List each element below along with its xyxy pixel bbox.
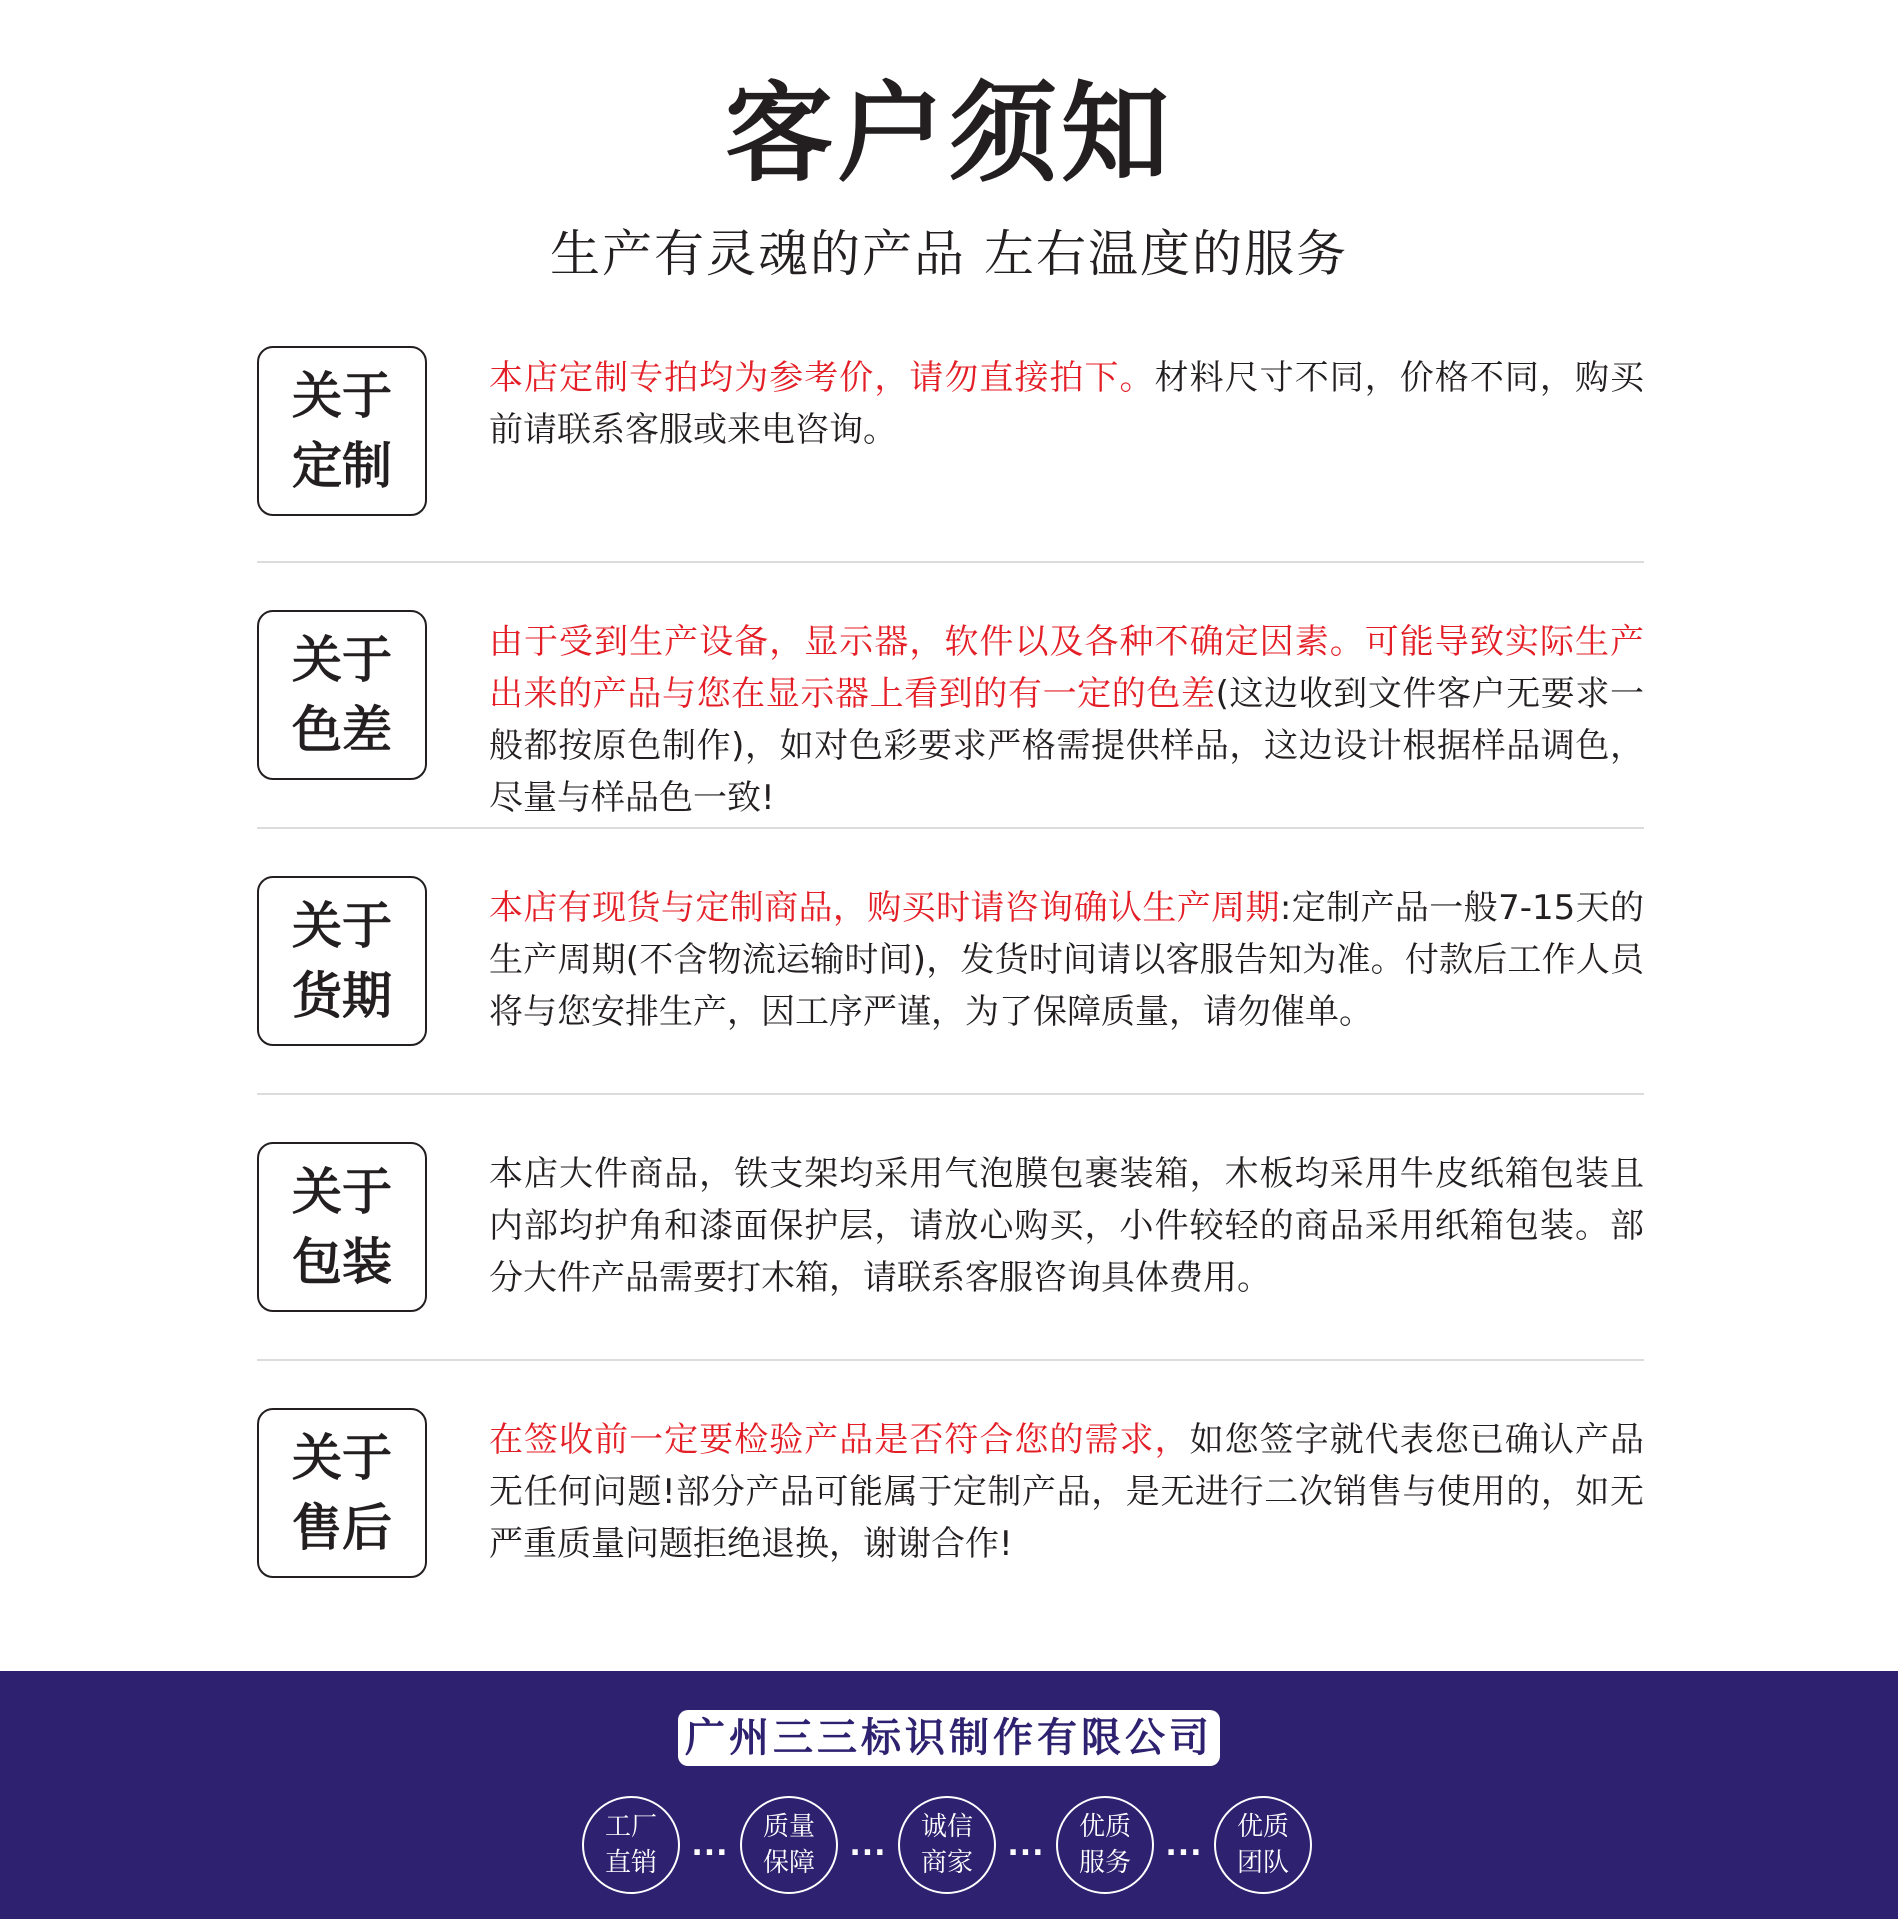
badge-service [1056,1796,1154,1894]
badge-line-2: 商家 [920,1848,973,1878]
notice-highlight: 由于受到生产设备，显示器，软件以及各种不确定因素。可能导致实际生产出来的产品与您在显示器上看到的有一定的色差 [489,622,1644,714]
badge-line-1: 优质 [1236,1812,1289,1842]
notice-body: 如您签字就代表您已确认产品无任何问题!部分产品可能属于定制产品，是无进行二次销售与使用的，如无严重质量问题拒绝退换，谢谢合作! [489,1420,1644,1564]
badge-line-2: 服务 [1078,1848,1131,1878]
badge-line-1: 优质 [1078,1812,1131,1842]
badge-line-2: 保障 [762,1848,815,1878]
tag-line-1: 关于 [292,897,392,955]
badge-quality [740,1796,838,1894]
notice-packaging [257,1094,1644,1360]
notice-body: 材料尺寸不同，价格不同，购买前请联系客服或来电咨询。 [489,358,1644,450]
badge-line-1: 工厂 [604,1812,657,1842]
notice-text [489,882,1644,1038]
badge-line-1: 质量 [762,1812,815,1842]
notice-text [489,352,1644,456]
notice-text [489,1148,1644,1304]
badge-factory-direct [582,1796,680,1894]
tag-line-2: 色差 [292,701,392,759]
notice-tag [257,346,427,516]
badge-line-2: 直销 [604,1848,657,1878]
notice-tag [257,610,427,780]
badge-team [1214,1796,1312,1894]
tag-line-2: 定制 [292,437,392,495]
badge-integrity [898,1796,996,1894]
notice-tag [257,876,427,1046]
tag-line-2: 售后 [292,1499,392,1557]
tag-line-1: 关于 [292,367,392,425]
notice-tag [257,1142,427,1312]
notice-body: 本店大件商品，铁支架均采用气泡膜包裹装箱，木板均采用牛皮纸箱包装且内部均护角和漆面保护层，请放心购买，小件较轻的商品采用纸箱包装。部分大件产品需要打木箱，请联系客服咨询具体费用。 [489,1154,1644,1298]
tag-line-1: 关于 [292,1429,392,1487]
notice-text [489,1414,1644,1570]
notice-customization [257,346,1644,562]
notice-tag [257,1408,427,1578]
notice-body: :定制产品一般7-15天的生产周期(不含物流运输时间)，发货时间请以客服告知为准。付款后工作人员将与您安排生产，因工序严谨，为了保障质量，请勿催单。 [489,888,1645,1032]
page-subtitle: 生产有灵魂的产品 左右温度的服务 [550,225,1348,283]
notice-highlight: 本店定制专拍均为参考价，请勿直接拍下。 [489,358,1155,398]
badge-separator: ... [1007,1827,1045,1863]
notice-highlight: 本店有现货与定制商品，购买时请咨询确认生产周期 [489,888,1280,928]
notice-text [489,616,1644,824]
service-badges [582,1796,1312,1894]
notice-list [257,346,1644,1626]
tag-line-1: 关于 [292,631,392,689]
notice-after-sales [257,1360,1644,1626]
footer-banner [0,1671,1898,1919]
notice-delivery [257,828,1644,1094]
badge-line-2: 团队 [1236,1848,1289,1878]
tag-line-2: 货期 [292,967,392,1025]
tag-line-2: 包装 [292,1233,392,1291]
badge-separator: ... [691,1827,729,1863]
notice-color-difference [257,562,1644,828]
badge-separator: ... [1165,1827,1203,1863]
badge-line-1: 诚信 [920,1812,973,1842]
notice-body: (这边收到文件客户无要求一般都按原色制作)，如对色彩要求严格需提供样品，这边设计根据样品调色，尽量与样品色一致! [489,674,1645,818]
page-title: 客户须知 [724,72,1173,197]
company-name: 广州三三标识制作有限公司 [678,1710,1220,1766]
tag-line-1: 关于 [292,1163,392,1221]
badge-separator: ... [849,1827,887,1863]
notice-highlight: 在签收前一定要检验产品是否符合您的需求， [489,1420,1190,1460]
